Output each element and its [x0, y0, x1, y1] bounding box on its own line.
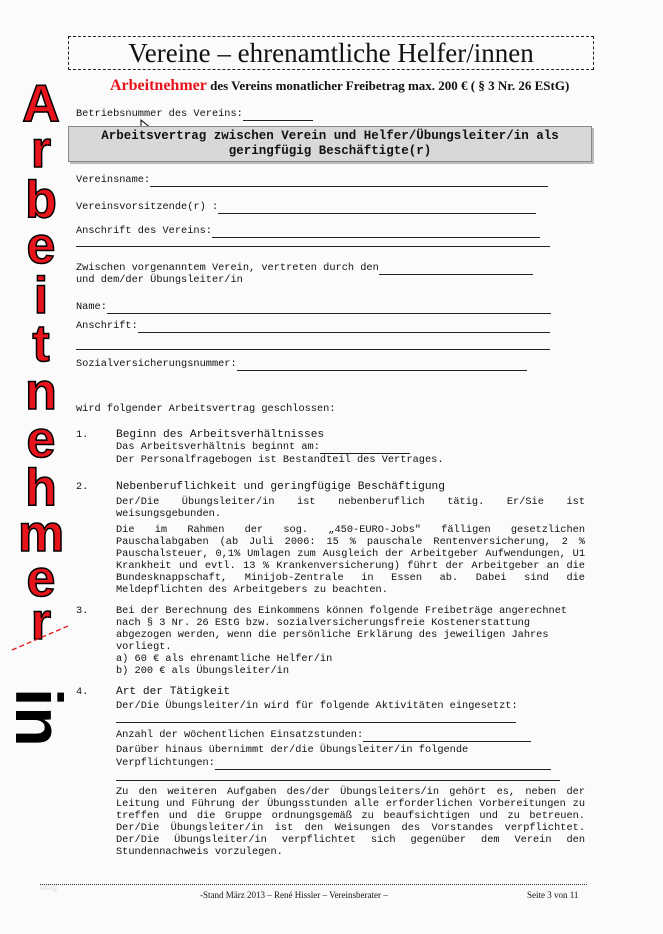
section-paragraph: Zu den weiteren Aufgaben des/der Übungsleiters/in gehört es, neben der Leitung und Führung der Übungsstunden alle erforderlichen Vorbereitungen zu treffen und die Gruppe ordnungsgemäß zu beaufsichtigen und zu betreuen. Der/Die Übungsleiter/in ist den Weisungen des Vorstandes verpflichtet. Der/Die Übungsleiter/in verpflichtet sich gegenüber dem Verein den Stundennachweis vorzulegen.	[116, 786, 585, 858]
blank-line[interactable]	[76, 349, 550, 350]
label: Vereinsname:	[76, 174, 151, 186]
vertical-letter: r	[30, 593, 52, 651]
section-title: Beginn des Arbeitsverhältnisses	[116, 429, 325, 441]
vertical-letter: A	[22, 75, 60, 133]
label: Anschrift des Vereins:	[76, 225, 212, 237]
section-4	[116, 686, 585, 712]
label: Verpflichtungen:	[116, 757, 215, 769]
section-text: Der Personalfragebogen ist Bestandteil des Vertrages.	[116, 454, 444, 466]
page-number: Seite 3 von 11	[527, 890, 579, 900]
subtitle-text: des Vereins monatlicher Freibetrag max. 200 € ( § 3 Nr. 26 EStG)	[206, 78, 570, 93]
section-text: Darüber hinaus übernimmt der/die Übungsleiter/in folgende	[116, 744, 469, 756]
vereinsname-field[interactable]	[76, 174, 548, 187]
name-field[interactable]	[76, 301, 551, 314]
dashed-divider	[10, 622, 70, 654]
subtitle	[110, 77, 569, 95]
vertical-letter: b	[25, 171, 57, 229]
intro-text: wird folgender Arbeitsvertrag geschlossen:	[76, 403, 336, 415]
vertical-letter: m	[18, 505, 65, 563]
betriebsnummer-label: Betriebsnummer des Vereins:	[76, 108, 243, 120]
sv-field[interactable]	[76, 358, 527, 371]
section-number: 3.	[76, 605, 89, 617]
footer-divider	[40, 884, 587, 885]
section-3	[116, 605, 585, 677]
section-number: 2.	[76, 481, 89, 493]
section-number: 1.	[76, 429, 89, 441]
beginn-field[interactable]	[116, 441, 585, 454]
list-item: a) 60 € als ehrenamtliche Helfer/in	[116, 653, 333, 665]
blank-line[interactable]	[76, 246, 550, 247]
section-1	[116, 429, 585, 466]
label: Vereinsvorsitzende(r) :	[76, 201, 219, 213]
watermark: blog	[40, 882, 58, 892]
section-number: 4.	[76, 686, 89, 698]
vertical-letter: r	[30, 121, 52, 179]
section-paragraph: Bei der Berechnung des Einkommens können folgende Freibeträge angerechnet nach § 3 Nr. 26 EStG bzw. sozialversicherungsfreie Kostenerstattung abgezogen werden, wenn die persönliche Erklärung des jeweiligen Jahres vorliegt.	[116, 605, 568, 653]
vertical-letter: h	[25, 459, 57, 517]
vorsitzende-field[interactable]	[76, 201, 536, 214]
label: Zwischen vorgenanntem Verein, vertreten durch den	[76, 262, 379, 274]
label: Sozialversicherungsnummer:	[76, 358, 237, 370]
betriebsnummer-field[interactable]	[76, 108, 313, 121]
section-paragraph: Der/Die Übungsleiter/in ist nebenberuflich tätig. Er/Sie ist weisungsgebunden.	[116, 496, 585, 520]
page-title: Vereine – ehrenamtliche Helfer/innen	[68, 36, 594, 70]
list-item: b) 200 € als Übungsleiter/in	[116, 665, 290, 677]
banner-line-1: Arbeitsvertrag zwischen Verein und Helfer/Übungsleiter/in als	[101, 129, 559, 143]
section-text: Der/Die Übungsleiter/in wird für folgende Aktivitäten eingesetzt:	[116, 700, 518, 712]
contract-banner	[68, 126, 592, 162]
einsatzstunden-field[interactable]	[116, 729, 531, 742]
vertical-letter: e	[26, 411, 56, 469]
verpflichtungen-field[interactable]	[116, 757, 551, 770]
label: Anschrift:	[76, 320, 138, 332]
anschrift-field[interactable]	[76, 320, 550, 333]
subtitle-highlight: Arbeitnehmer	[110, 77, 207, 94]
section-paragraph: Die im Rahmen der sog. „450-EURO-Jobs" fälligen gesetzlichen Pauschalabgaben (ab Juli 2006: 15 % pauschale Rentenversicherung, 2 % Pauschalsteuer, 0,1% Umlagen zum Ausgleich der Arbeitgeber Aufwendungen, U1 Krankheit und evtl. 13 % Krankenversicherung) führt der Arbeitgeber an die Bundesknappschaft, Minijob-Zentrale in Essen ab. Dabei sind die Meldepflichten des Arbeitgebers zu beachten.	[116, 524, 585, 596]
section-title: Art der Tätigkeit	[116, 686, 231, 698]
anschrift-verein-field[interactable]	[76, 225, 540, 238]
section-2	[116, 481, 585, 596]
blank-line[interactable]	[116, 722, 516, 723]
label: Anzahl der wöchentlichen Einsatzstunden:	[116, 729, 364, 741]
banner-line-2: geringfügig Beschäftigte(r)	[228, 144, 432, 158]
section-title: Nebenberuflichkeit und geringfügige Beschäftigung	[116, 481, 445, 493]
vertical-suffix-in: in	[2, 688, 76, 747]
blank-line[interactable]	[116, 780, 560, 781]
zwischen-text: und dem/der Übungsleiter/in	[76, 274, 243, 286]
vertical-letter: n	[25, 363, 57, 421]
label: Das Arbeitsverhältnis beginnt am:	[116, 441, 320, 453]
vertical-letter: t	[32, 315, 50, 373]
label: Name:	[76, 301, 107, 313]
vertical-letter: i	[33, 267, 49, 325]
vertical-letter: e	[26, 550, 56, 608]
footer-text: -Stand März 2013 – René Hissler – Vereinsberater –	[200, 890, 388, 900]
vertical-letter: e	[26, 217, 56, 275]
